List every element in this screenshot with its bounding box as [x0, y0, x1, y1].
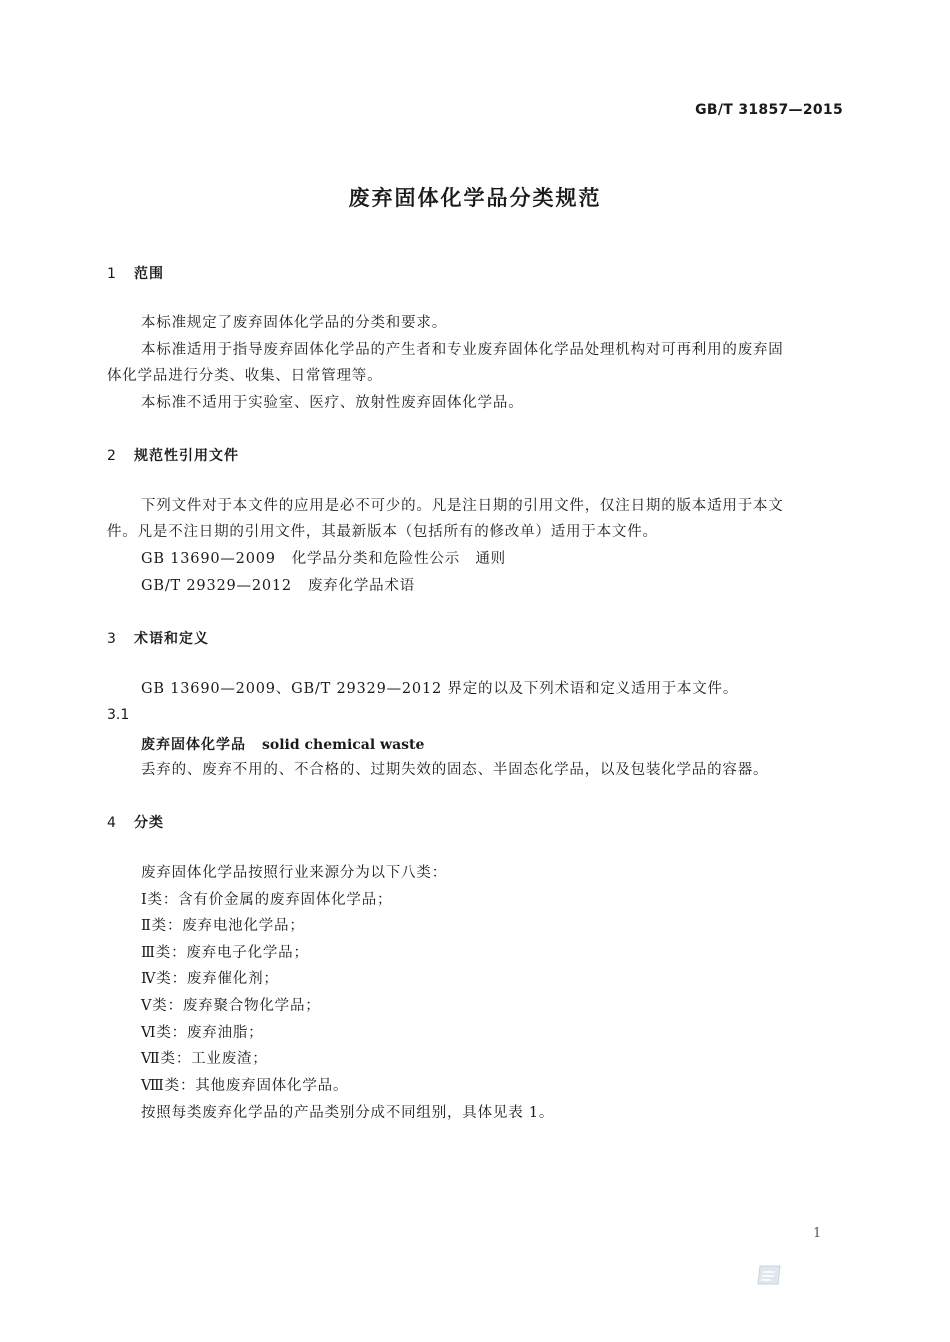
section-1-heading: [107, 263, 164, 283]
class-item: Ⅲ类：废弃电子化学品；: [141, 945, 309, 961]
section-title: 规范性引用文件: [134, 448, 239, 464]
section-title: 范围: [134, 266, 164, 282]
scope-paragraph-3: 本标准不适用于实验室、医疗、放射性废弃固体化学品。: [141, 395, 524, 411]
term-entry: [141, 734, 424, 754]
reference-name: 化学品分类和危险性公示 通则: [291, 551, 506, 567]
section-number: 4: [107, 815, 117, 831]
section-3-heading: [107, 628, 209, 648]
document-title: 废弃固体化学品分类规范: [348, 186, 602, 210]
reference-item: [141, 550, 506, 568]
terms-intro-paragraph: GB 13690—2009、GB/T 29329—2012 界定的以及下列术语和定义适用于本文件。: [141, 681, 739, 697]
scope-paragraph-2-line-2: 体化学品进行分类、收集、日常管理等。: [107, 368, 383, 384]
classification-closing: 按照每类废弃化学品的产品类别分成不同组别，具体见表 1。: [141, 1105, 555, 1121]
term-definition: 丢弃的、废弃不用的、不合格的、过期失效的固态、半固态化学品，以及包装化学品的容器。: [141, 762, 769, 778]
term-chinese: 废弃固体化学品: [141, 737, 246, 753]
page-number: 1: [813, 1226, 822, 1241]
section-title: 分类: [134, 815, 164, 831]
class-item: Ⅰ类：含有价金属的废弃固体化学品；: [141, 892, 393, 908]
class-item: Ⅶ类：工业废渣；: [141, 1051, 268, 1067]
section-number: 1: [107, 266, 117, 282]
term-english: solid chemical waste: [262, 737, 425, 753]
class-item: Ⅱ类：废弃电池化学品；: [141, 918, 305, 934]
scope-paragraph-1: 本标准规定了废弃固体化学品的分类和要求。: [141, 315, 447, 331]
class-item: Ⅷ类：其他废弃固体化学品。: [141, 1078, 349, 1094]
standard-number: GB/T 31857—2015: [695, 102, 843, 118]
reference-name: 废弃化学品术语: [307, 578, 416, 594]
clause-number: 3.1: [107, 707, 130, 723]
class-item: Ⅴ类：废弃聚合物化学品；: [141, 998, 321, 1014]
references-paragraph-line-1: 下列文件对于本文件的应用是必不可少的。凡是注日期的引用文件，仅注日期的版本适用于本文: [141, 498, 784, 514]
section-2-heading: [107, 445, 239, 465]
reference-item: [141, 577, 415, 595]
reference-code: GB 13690—2009: [141, 551, 276, 567]
classification-intro: 废弃固体化学品按照行业来源分为以下八类：: [141, 865, 447, 881]
section-title: 术语和定义: [134, 631, 209, 647]
sac-logo-icon: [756, 1264, 782, 1286]
scope-paragraph-2-line-1: 本标准适用于指导废弃固体化学品的产生者和专业废弃固体化学品处理机构对可再利用的废弃固: [141, 342, 784, 358]
section-number: 3: [107, 631, 117, 647]
class-item: Ⅳ类：废弃催化剂；: [141, 971, 279, 987]
class-item: Ⅵ类：废弃油脂；: [141, 1025, 264, 1041]
section-4-heading: [107, 812, 164, 832]
reference-code: GB/T 29329—2012: [141, 578, 292, 594]
references-paragraph-line-2: 件。凡是不注日期的引用文件，其最新版本（包括所有的修改单）适用于本文件。: [107, 524, 658, 540]
section-number: 2: [107, 448, 117, 464]
